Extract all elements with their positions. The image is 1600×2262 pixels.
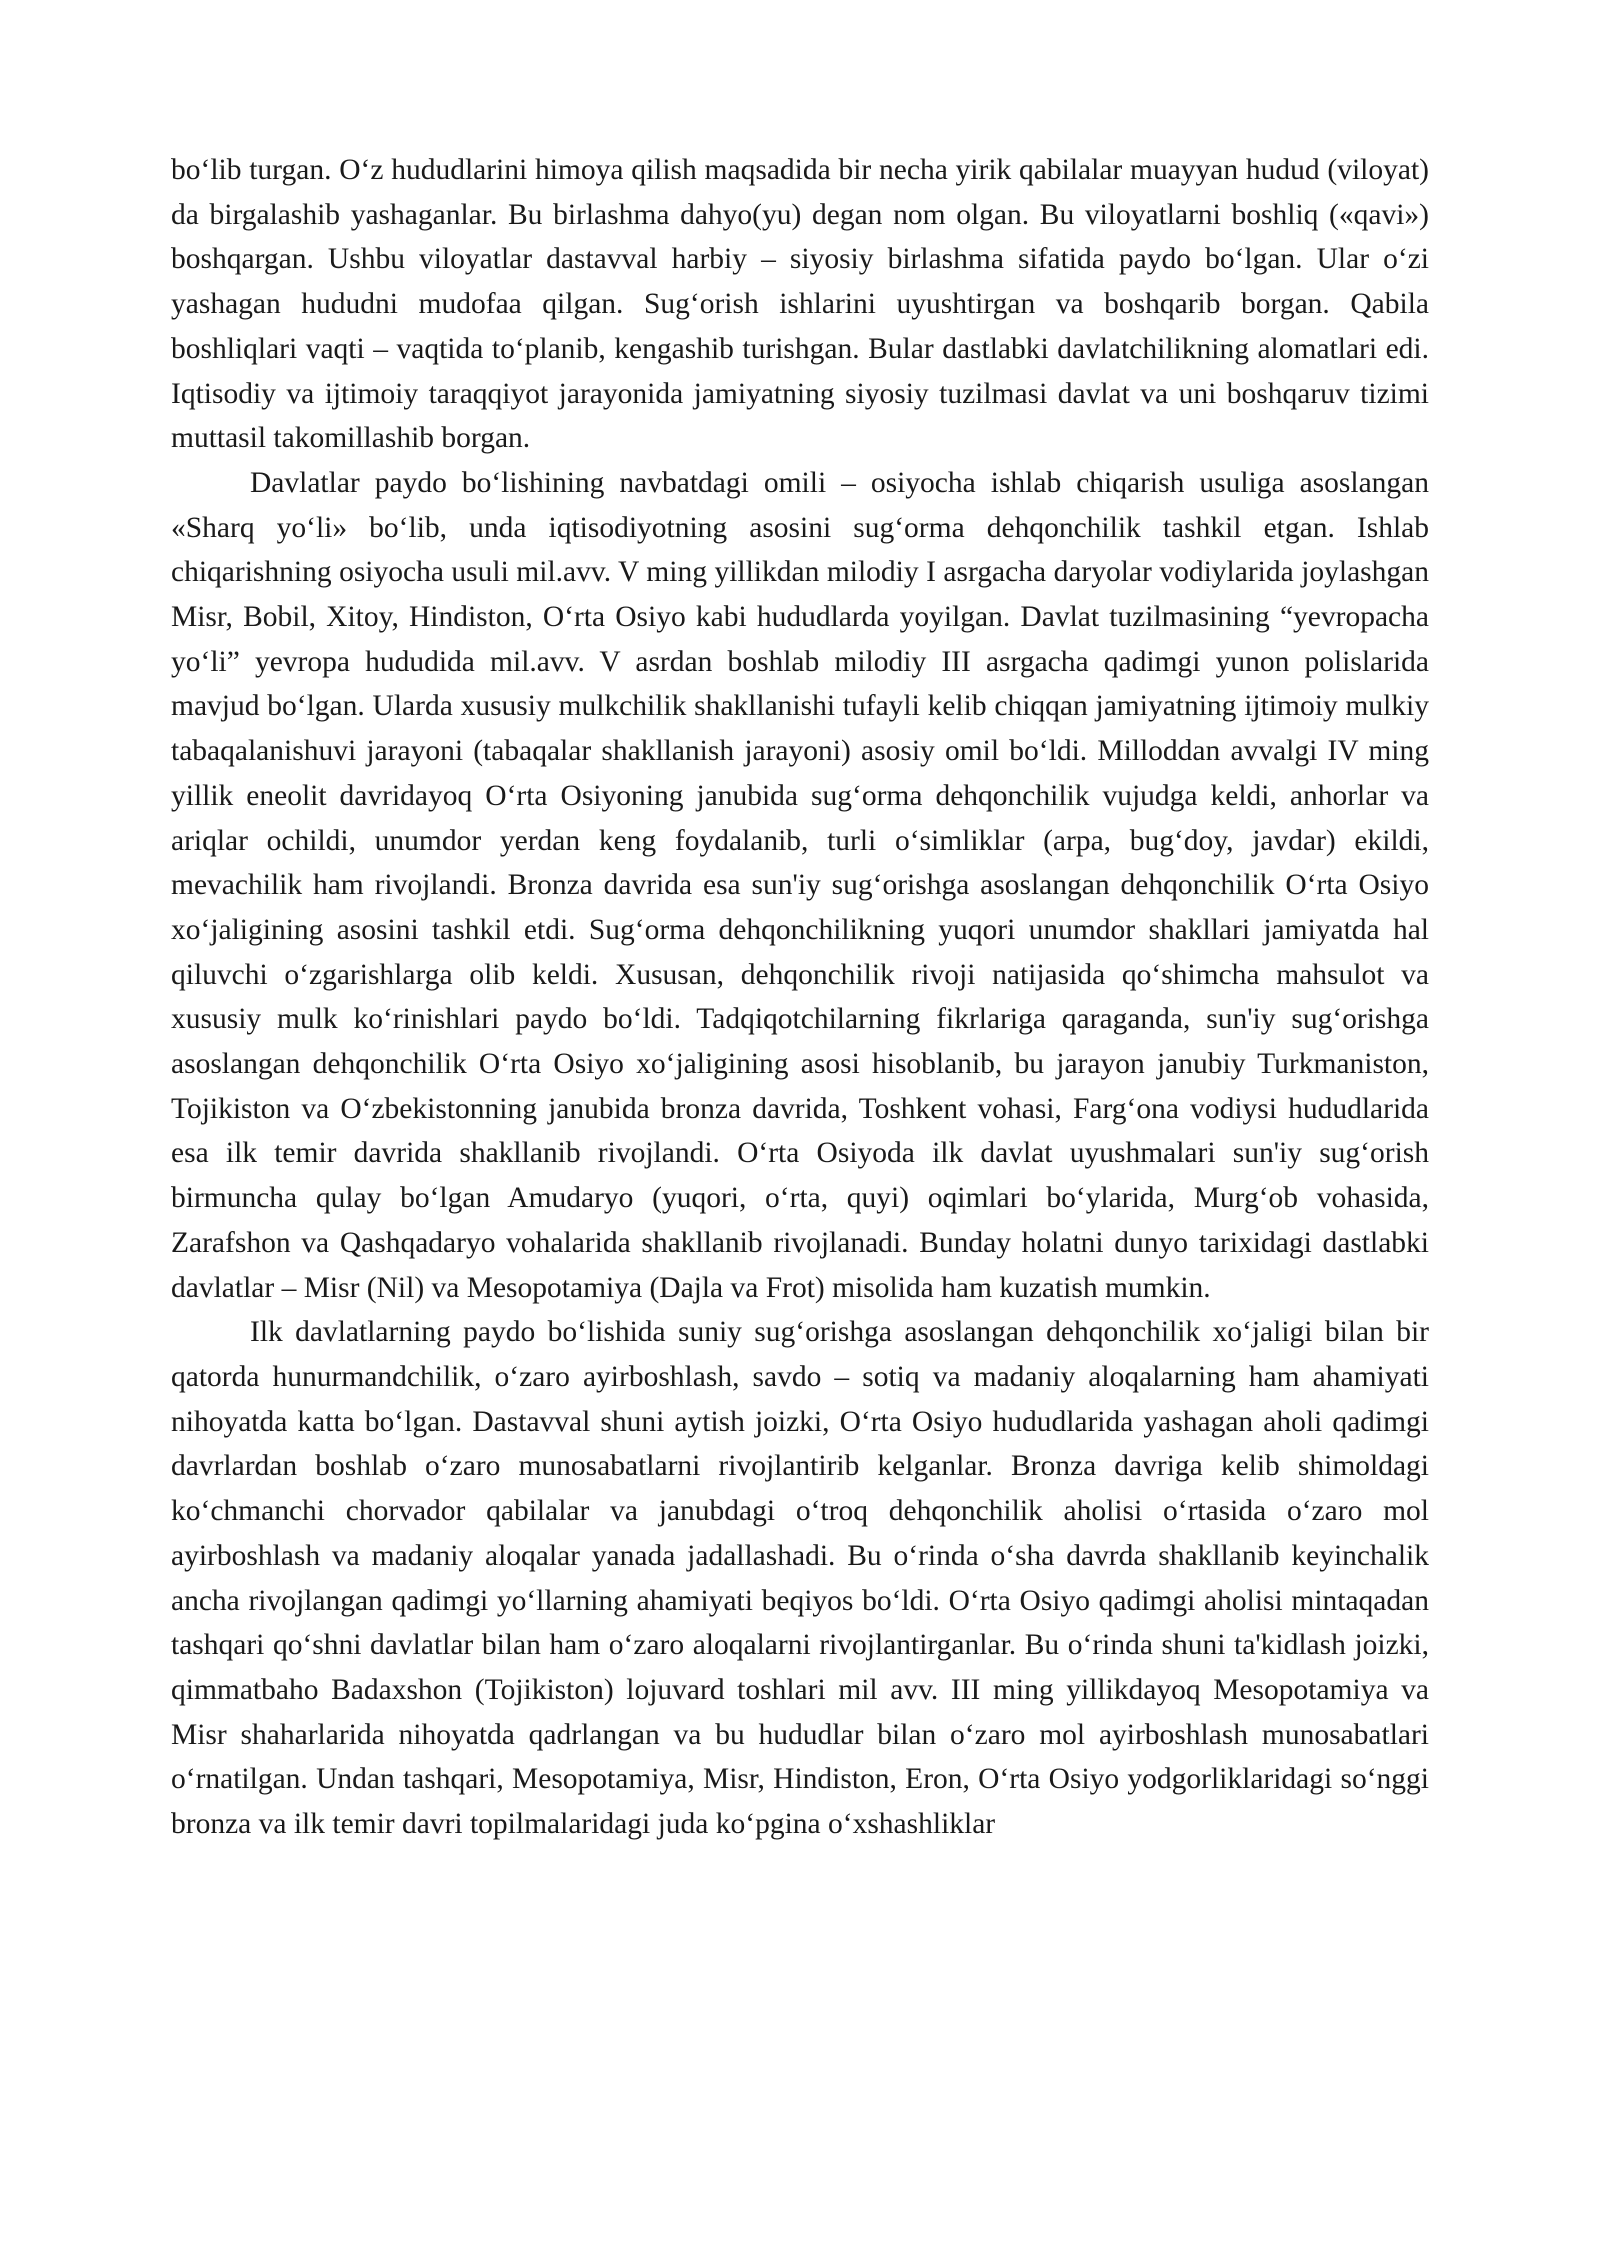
body-text <box>171 148 1429 1847</box>
paragraph-state-formation: Davlatlar paydo bo‘lishining navbatdagi omili – osiyocha ishlab chiqarish usuliga asoslangan «Sharq yo‘li» bo‘lib, unda iqtisodiyotning asosini sug‘orma dehqonchilik tashkil etgan. Ishlab chiqarishning osiyocha usuli mil.avv. V ming yillikdan milodiy I asrgacha daryolar vodiylarida joylashgan Misr, Bobil, Xitoy, Hindiston, O‘rta Osiyo kabi hududlarda yoyilgan. Davlat tuzilmasining “yevropacha yo‘li” yevropa hududida mil.avv. V asrdan boshlab milodiy III asrgacha qadimgi yunon polislarida mavjud bo‘lgan. Ularda xususiy mulkchilik shakllanishi tufayli kelib chiqqan jamiyatning ijtimoiy mulkiy tabaqalanishuvi jarayoni (tabaqalar shakllanish jarayoni) asosiy omil bo‘ldi. Milloddan avvalgi IV ming yillik eneolit davridayoq O‘rta Osiyoning janubida sug‘orma dehqonchilik vujudga keldi, anhorlar va ariqlar ochildi, unumdor yerdan keng foydalanib, turli o‘simliklar (arpa, bug‘doy, javdar) ekildi, mevachilik ham rivojlandi. Bronza davrida esa sun'iy sug‘orishga asoslangan dehqonchilik O‘rta Osiyo xo‘jaligining asosini tashkil etdi. Sug‘orma dehqonchilikning yuqori unumdor shakllari jamiyatda hal qiluvchi o‘zgarishlarga olib keldi. Xususan, dehqonchilik rivoji natijasida qo‘shimcha mahsulot va xususiy mulk ko‘rinishlari paydo bo‘ldi. Tadqiqotchilarning fikrlariga qaraganda, sun'iy sug‘orishga asoslangan dehqonchilik O‘rta Osiyo xo‘jaligining asosi hisoblanib, bu jarayon janubiy Turkmaniston, Tojikiston va O‘zbekistonning janubida bronza davrida, Toshkent vohasi, Farg‘ona vodiysi hududlarida esa ilk temir davrida shakllanib rivojlandi. O‘rta Osiyoda ilk davlat uyushmalari sun'iy sug‘orish birmuncha qulay bo‘lgan Amudaryo (yuqori, o‘rta, quyi) oqimlari bo‘ylarida, Murg‘ob vohasida, Zarafshon va Qashqadaryo vohalarida shakllanib rivojlanadi. Bunday holatni dunyo tarixidagi dastlabki davlatlar – Misr (Nil) va Mesopotamiya (Dajla va Frot) misolida ham kuzatish mumkin. <box>171 466 1429 1304</box>
paragraph-early-states: Ilk davlatlarning paydo bo‘lishida suniy sug‘orishga asoslangan dehqonchilik xo‘jaligi bilan bir qatorda hunurmandchilik, o‘zaro ayirboshlash, savdo – sotiq va madaniy aloqalarning ham ahamiyati nihoyatda katta bo‘lgan. Dastavval shuni aytish joizki, O‘rta Osiyo hududlarida yashagan aholi qadimgi davrlardan boshlab o‘zaro munosabatlarni rivojlantirib kelganlar. Bronza davriga kelib shimoldagi ko‘chmanchi chorvador qabilalar va janubdagi o‘troq dehqonchilik aholisi o‘rtasida o‘zaro mol ayirboshlash va madaniy aloqalar yanada jadallashadi. Bu o‘rinda o‘sha davrda shakllanib keyinchalik ancha rivojlangan qadimgi yo‘llarning ahamiyati beqiyos bo‘ldi. O‘rta Osiyo qadimgi aholisi mintaqadan tashqari qo‘shni davlatlar bilan ham o‘zaro aloqalarni rivojlantirganlar. Bu o‘rinda shuni ta'kidlash joizki, qimmatbaho Badaxshon (Tojikiston) lojuvard toshlari mil avv. III ming yillikdayoq Mesopotamiya va Misr shaharlarida nihoyatda qadrlangan va bu hududlar bilan o‘zaro mol ayirboshlash munosabatlari o‘rnatilgan. Undan tashqari, Mesopotamiya, Misr, Hindiston, Eron, O‘rta Osiyo yodgorliklaridagi so‘nggi bronza va ilk temir davri topilmalaridagi juda ko‘pgina o‘xshashliklar <box>171 1316 1429 1841</box>
paragraph-continuation: bo‘lib turgan. O‘z hududlarini himoya qilish maqsadida bir necha yirik qabilalar muayyan hudud (viloyat) da birgalashib yashaganlar. Bu birlashma dahyo(yu) degan nom olgan. Bu viloyatlarni boshliq («qavi») boshqargan. Ushbu viloyatlar dastavval harbiy – siyosiy birlashma sifatida paydo bo‘lgan. Ular o‘zi yashagan hududni mudofaa qilgan. Sug‘orish ishlarini uyushtirgan va boshqarib borgan. Qabila boshliqlari vaqti – vaqtida to‘planib, kengashib turishgan. Bular dastlabki davlatchilikning alomatlari edi. Iqtisodiy va ijtimoiy taraqqiyot jarayonida jamiyatning siyosiy tuzilmasi davlat va uni boshqaruv tizimi muttasil takomillashib borgan. <box>171 154 1429 455</box>
